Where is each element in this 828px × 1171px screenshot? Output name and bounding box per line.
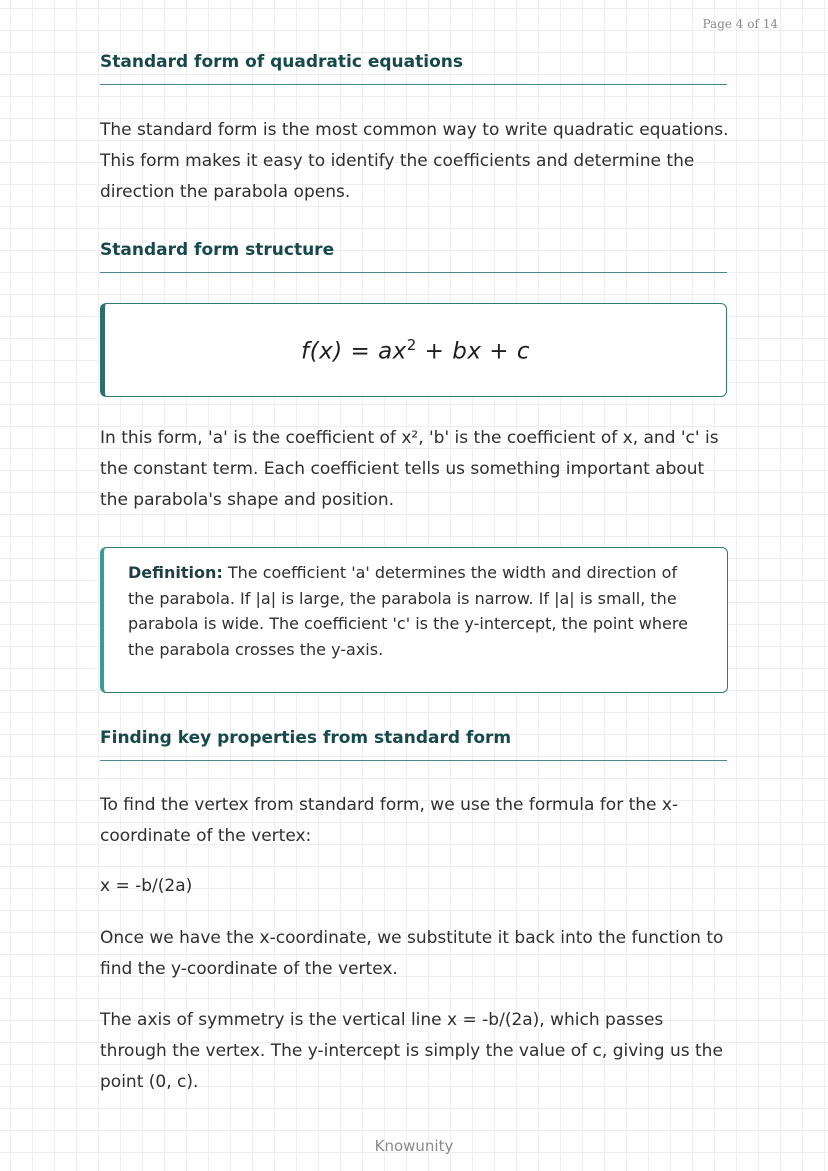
standard-form-formula: $f(x) = ax^2$ + bx + c	[301, 335, 530, 365]
definition-callout	[100, 547, 728, 693]
structure-heading: Standard form structure	[100, 240, 727, 273]
explanation-paragraph: In this form, 'a' is the coefficient of x², 'b' is the coefficient of x, and 'c' is the constant term. Each coefficient tells us something important about the parabola's shape and position.	[100, 428, 719, 510]
definition-text: The coefficient 'a' determines the width and direction of the parabola. If |a| is large, the parabola is narrow. If |a| is small, the parabola is wide. The coefficient 'c' is the y-intercept, the point where the parabola crosses the y-axis.	[128, 563, 688, 659]
intro-paragraph: The standard form is the most common way to write quadratic equations. This form makes it easy to identify the coefficients and determine the direction the parabola opens.	[100, 120, 729, 202]
page-number: Page 4 of 14	[702, 17, 778, 31]
substitute-paragraph: Once we have the x-coordinate, we substitute it back into the function to find the y-coordinate of the vertex.	[100, 928, 724, 979]
section-title: Standard form of quadratic equations	[100, 52, 727, 85]
footer-brand: Knowunity	[374, 1137, 454, 1155]
formula-box	[100, 303, 727, 397]
vertex-formula: x = -b/(2a)	[100, 876, 193, 896]
properties-heading: Finding key properties from standard form	[100, 728, 727, 761]
definition-label: Definition:	[128, 563, 223, 582]
symmetry-paragraph: The axis of symmetry is the vertical line x = -b/(2a), which passes through the vertex. The y-intercept is simply the value of c, giving us the point (0, c).	[100, 1010, 723, 1092]
vertex-intro-paragraph: To find the vertex from standard form, we use the formula for the x-coordinate of the vertex:	[100, 795, 679, 846]
